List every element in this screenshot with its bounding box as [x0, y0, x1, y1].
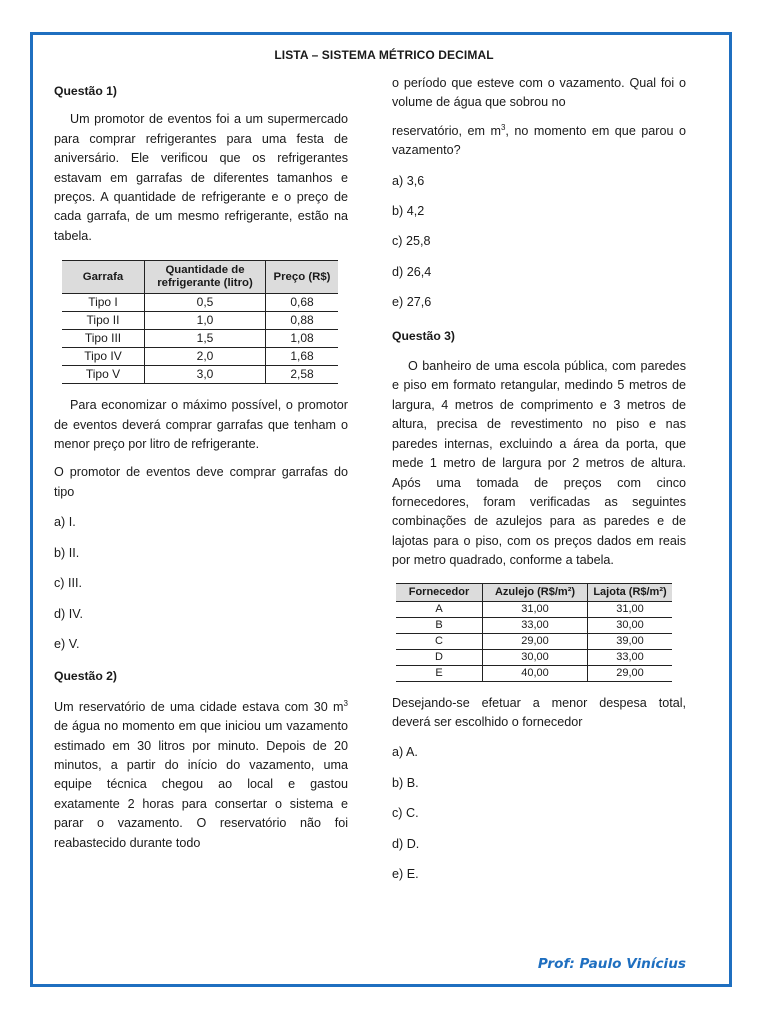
table-cell: 29,00 [588, 665, 673, 681]
table-header: Azulejo (R$/m²) [483, 583, 588, 601]
table-row [62, 366, 338, 384]
q2-text-b: de água no momento em que iniciou um vazamento estimado em 30 litros por minuto. Depois de 20 minutos, a partir do início do vazamento, uma equipe técnica chegou ao local e gastou exatamente 2 horas para consertar o sistema e parar o vazamento. O reservatório não foi reabastecido durante todo [54, 719, 348, 850]
q3-table [396, 583, 672, 682]
option-c: c) C. [392, 806, 419, 821]
table-row [396, 665, 672, 681]
table-cell: 39,00 [588, 633, 673, 649]
table-cell: E [396, 665, 483, 681]
option-e: e) E. [392, 866, 419, 881]
q2-heading: Questão 2) [54, 669, 117, 684]
right-column [392, 74, 686, 884]
table-row [396, 601, 672, 617]
option-a: a) I. [54, 515, 76, 530]
option-c: c) 25,8 [392, 234, 431, 249]
table-cell: 3,0 [145, 366, 266, 384]
table-cell: 1,68 [266, 348, 339, 366]
table-row [62, 330, 338, 348]
option-d: d) IV. [54, 606, 83, 621]
superscript: 3 [343, 698, 348, 708]
table-header: Fornecedor [396, 583, 483, 601]
q1-heading: Questão 1) [54, 84, 117, 98]
q3-text: O banheiro de uma escola pública, com paredes e piso em formato retangular, medindo 5 metros de largura, 4 metros de comprimento e 3 metros de altura, precisa de revestimento no piso e nas paredes internas, excluindo a área da porta, que mede 1 metro de largura por 2 metros de altura. Após uma tomada de preços com cinco fornecedores, foram verificadas as seguintes combinações de azulejos para as paredes e de lajotas para o piso, com os preços dados em reais por metro quadrado, conforme a tabela. [392, 359, 686, 568]
table-header-row [396, 583, 672, 601]
table-cell: Tipo II [62, 312, 145, 330]
table-cell: 1,0 [145, 312, 266, 330]
table-header: Garrafa [62, 261, 145, 294]
table-cell: 40,00 [483, 665, 588, 681]
q3-heading: Questão 3) [392, 328, 455, 343]
table-cell: Tipo V [62, 366, 145, 384]
table-header: Quantidade de refrigerante (litro) [145, 261, 266, 294]
table-cell: D [396, 649, 483, 665]
q1-table [62, 260, 338, 384]
option-b: b) 4,2 [392, 204, 425, 219]
table-cell: Tipo IV [62, 348, 145, 366]
q1-intro: Um promotor de eventos foi a um supermercado para comprar refrigerantes para uma festa de aniversário. Ele verificou que os refrigerantes estavam em garrafas de diferentes tamanhos e preços. A quantidade de refrigerante e o preço de cada garrafa, de um mesmo refrigerante, estão na tabela. [54, 112, 348, 243]
table-cell: 0,5 [145, 294, 266, 312]
table-cell: 33,00 [483, 617, 588, 633]
option-b: b) II. [54, 545, 80, 560]
table-cell: B [396, 617, 483, 633]
option-d: d) 26,4 [392, 264, 432, 279]
table-cell: 30,00 [483, 649, 588, 665]
q2-text [54, 698, 348, 853]
option-e: e) V. [54, 636, 80, 651]
table-cell: 1,5 [145, 330, 266, 348]
table-cell: Tipo III [62, 330, 145, 348]
table-header: Lajota (R$/m²) [588, 583, 673, 601]
q3-question: Desejando-se efetuar a menor despesa total, deverá ser escolhido o fornecedor [392, 695, 686, 729]
table-row [62, 348, 338, 366]
q2-cont-b: , no momento em que parou o vazamento? [392, 123, 686, 158]
left-column [54, 82, 348, 853]
option-c: c) III. [54, 576, 82, 591]
table-cell: 30,00 [588, 617, 673, 633]
option-a: a) A. [392, 745, 418, 760]
superscript: 3 [500, 122, 506, 132]
table-cell: 33,00 [588, 649, 673, 665]
table-cell: 31,00 [483, 601, 588, 617]
table-header: Preço (R$) [266, 261, 339, 294]
option-a: a) 3,6 [392, 173, 425, 188]
table-row [396, 649, 672, 665]
q2-continuation-2 [392, 122, 686, 161]
table-cell: Tipo I [62, 294, 145, 312]
q1-text2: Para economizar o máximo possível, o promotor de eventos deverá comprar garrafas que tenham o menor preço por litro de refrigerante. [54, 398, 348, 452]
option-b: b) B. [392, 775, 419, 790]
option-d: d) D. [392, 836, 420, 851]
table-cell: 0,68 [266, 294, 339, 312]
table-cell: 1,08 [266, 330, 339, 348]
option-e: e) 27,6 [392, 295, 432, 310]
table-cell: A [396, 601, 483, 617]
page-title: LISTA – SISTEMA MÉTRICO DECIMAL [274, 48, 494, 62]
table-header-row [62, 261, 338, 294]
table-cell: 0,88 [266, 312, 339, 330]
table-cell: 29,00 [483, 633, 588, 649]
table-row [62, 294, 338, 312]
q1-question: O promotor de eventos deve comprar garrafas do tipo [54, 465, 348, 499]
q2-cont-a: reservatório, em m [392, 123, 501, 138]
q2-text-a: Um reservatório de uma cidade estava com 30 m [54, 699, 344, 714]
table-row [396, 633, 672, 649]
table-row [396, 617, 672, 633]
table-cell: 2,58 [266, 366, 339, 384]
table-cell: 31,00 [588, 601, 673, 617]
q2-continuation-1: o período que esteve com o vazamento. Qual foi o volume de água que sobrou no [392, 76, 686, 110]
table-cell: 2,0 [145, 348, 266, 366]
table-row [62, 312, 338, 330]
table-cell: C [396, 633, 483, 649]
signature: Prof: Paulo Vinícius [537, 956, 686, 972]
